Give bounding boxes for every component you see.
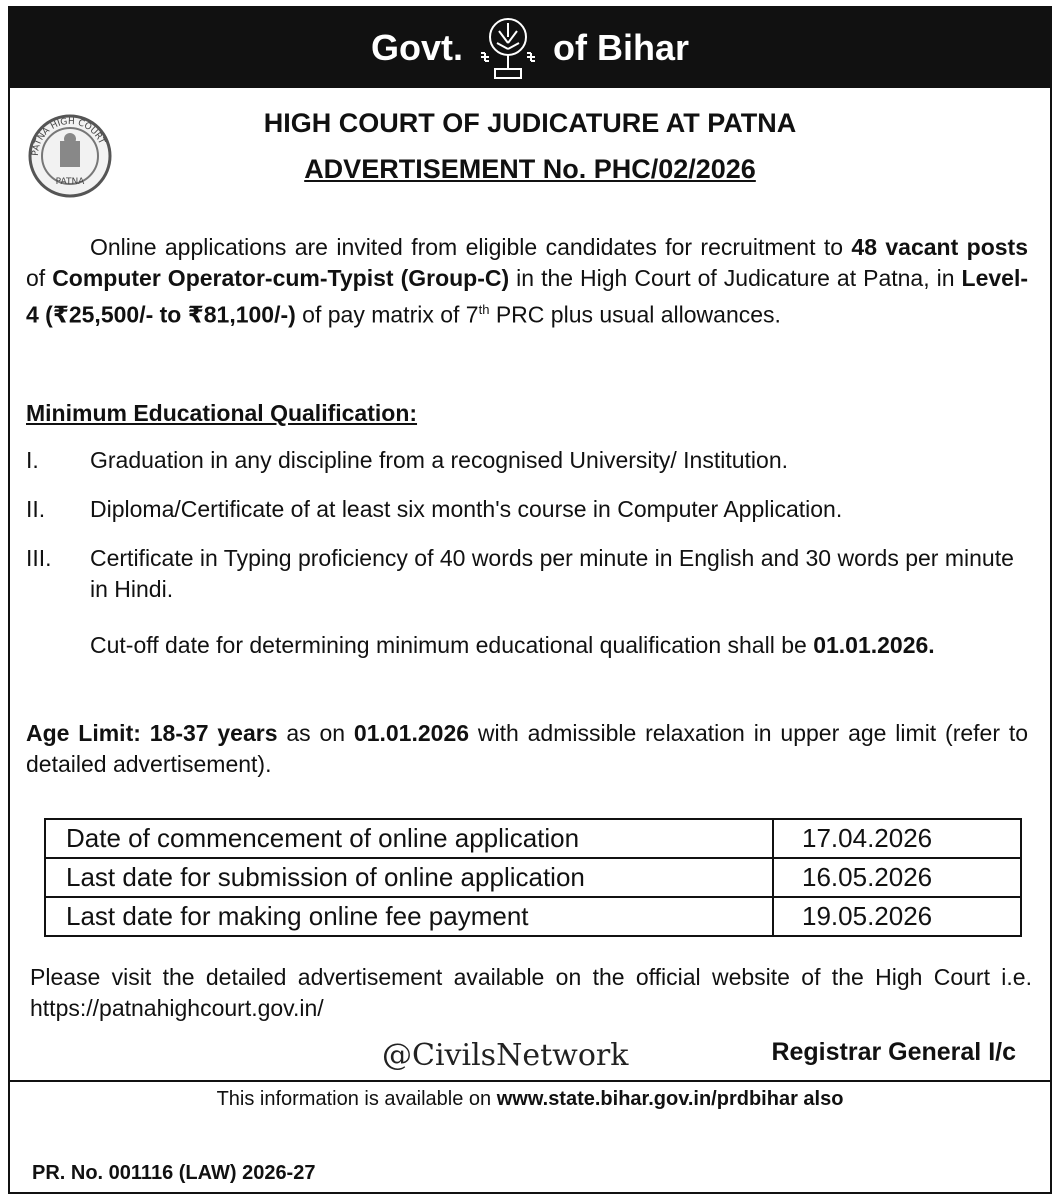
pr-number: PR. No. 001116 (LAW) 2026-27 — [32, 1162, 316, 1184]
date-value: 17.04.2026 — [773, 819, 1021, 858]
qualification-heading — [26, 398, 417, 429]
item-text: Diploma/Certificate of at least six month's course in Computer Application. — [90, 496, 843, 522]
banner-right-text: of Bihar — [553, 27, 690, 68]
intro-posts: 48 vacant posts — [851, 234, 1028, 260]
age-text-1: as on — [277, 720, 354, 746]
intro-paragraph — [26, 232, 1028, 331]
intro-post-name: Computer Operator-cum-Typist (Group-C) — [52, 265, 510, 291]
cutoff-paragraph — [26, 630, 1028, 661]
age-text-2: with admissible relaxation in upper age limit (refer to detailed advertisement). — [26, 720, 1029, 777]
table-row — [45, 858, 1021, 897]
age-date: 01.01.2026 — [353, 720, 470, 746]
cutoff-text: Cut-off date for determining minimum educational qualification shall be — [90, 632, 814, 658]
intro-sup: th — [478, 302, 490, 317]
age-limit-label: Age Limit: 18-37 years — [26, 720, 278, 746]
date-label: Last date for making online fee payment — [45, 897, 773, 936]
date-label: Last date for submission of online application — [45, 858, 773, 897]
intro-text-4: of pay matrix of 7 — [295, 301, 479, 328]
qualification-item — [26, 543, 1028, 605]
seal-top-text: PATNA HIGH COURT — [30, 116, 107, 157]
item-number: II. — [26, 496, 46, 522]
qualification-item — [26, 445, 1028, 476]
date-value: 16.05.2026 — [773, 858, 1021, 897]
important-dates-table — [44, 818, 1022, 937]
info-line — [10, 1088, 1050, 1111]
qualification-heading-text: Minimum Educational Qualification: — [26, 400, 418, 426]
court-title: HIGH COURT OF JUDICATURE AT PATNA — [263, 108, 797, 138]
advertisement-frame — [8, 6, 1052, 1194]
visit-website-text: Please visit the detailed advertisement available on the official website of the High Court i.e. https://patnahighcourt.gov.in/ — [30, 964, 1032, 1021]
govt-banner — [10, 8, 1050, 88]
item-number: I. — [26, 447, 39, 473]
divider — [10, 1080, 1050, 1082]
intro-pay-level: Level-4 (₹25,500/- to ₹81,100/-) — [26, 265, 1028, 328]
date-value: 19.05.2026 — [773, 897, 1021, 936]
info-tail: also — [797, 1088, 844, 1110]
info-url: www.state.bihar.gov.in/prdbihar — [496, 1088, 798, 1110]
info-text: This information is available on — [216, 1088, 497, 1110]
intro-text-3: in the High Court of Judicature at Patna, in — [509, 265, 962, 291]
intro-text-1: Online applications are invited from eligible candidates for recruitment to — [90, 234, 852, 260]
item-text: Certificate in Typing proficiency of 40 words per minute in English and 30 words per minute in Hindi. — [90, 545, 1014, 602]
table-row — [45, 897, 1021, 936]
bodhi-tree-emblem-icon — [477, 13, 539, 83]
watermark: @CivilsNetwork — [382, 1038, 629, 1073]
item-number: III. — [26, 545, 52, 571]
item-text: Graduation in any discipline from a recognised University/ Institution. — [90, 447, 789, 473]
intro-text-2: of — [26, 265, 53, 291]
age-limit-paragraph — [26, 718, 1028, 780]
intro-text-5: PRC plus usual allowances. — [489, 301, 781, 328]
table-row — [45, 819, 1021, 858]
signatory: Registrar General I/c — [771, 1038, 1016, 1066]
date-label: Date of commencement of online application — [45, 819, 773, 858]
banner-left-text: Govt. — [370, 27, 463, 68]
cutoff-date: 01.01.2026. — [813, 632, 935, 658]
advertisement-number: ADVERTISEMENT No. PHC/02/2026 — [304, 154, 756, 184]
qualification-item — [26, 494, 1028, 525]
seal-bottom-text: PATNA — [55, 177, 85, 187]
